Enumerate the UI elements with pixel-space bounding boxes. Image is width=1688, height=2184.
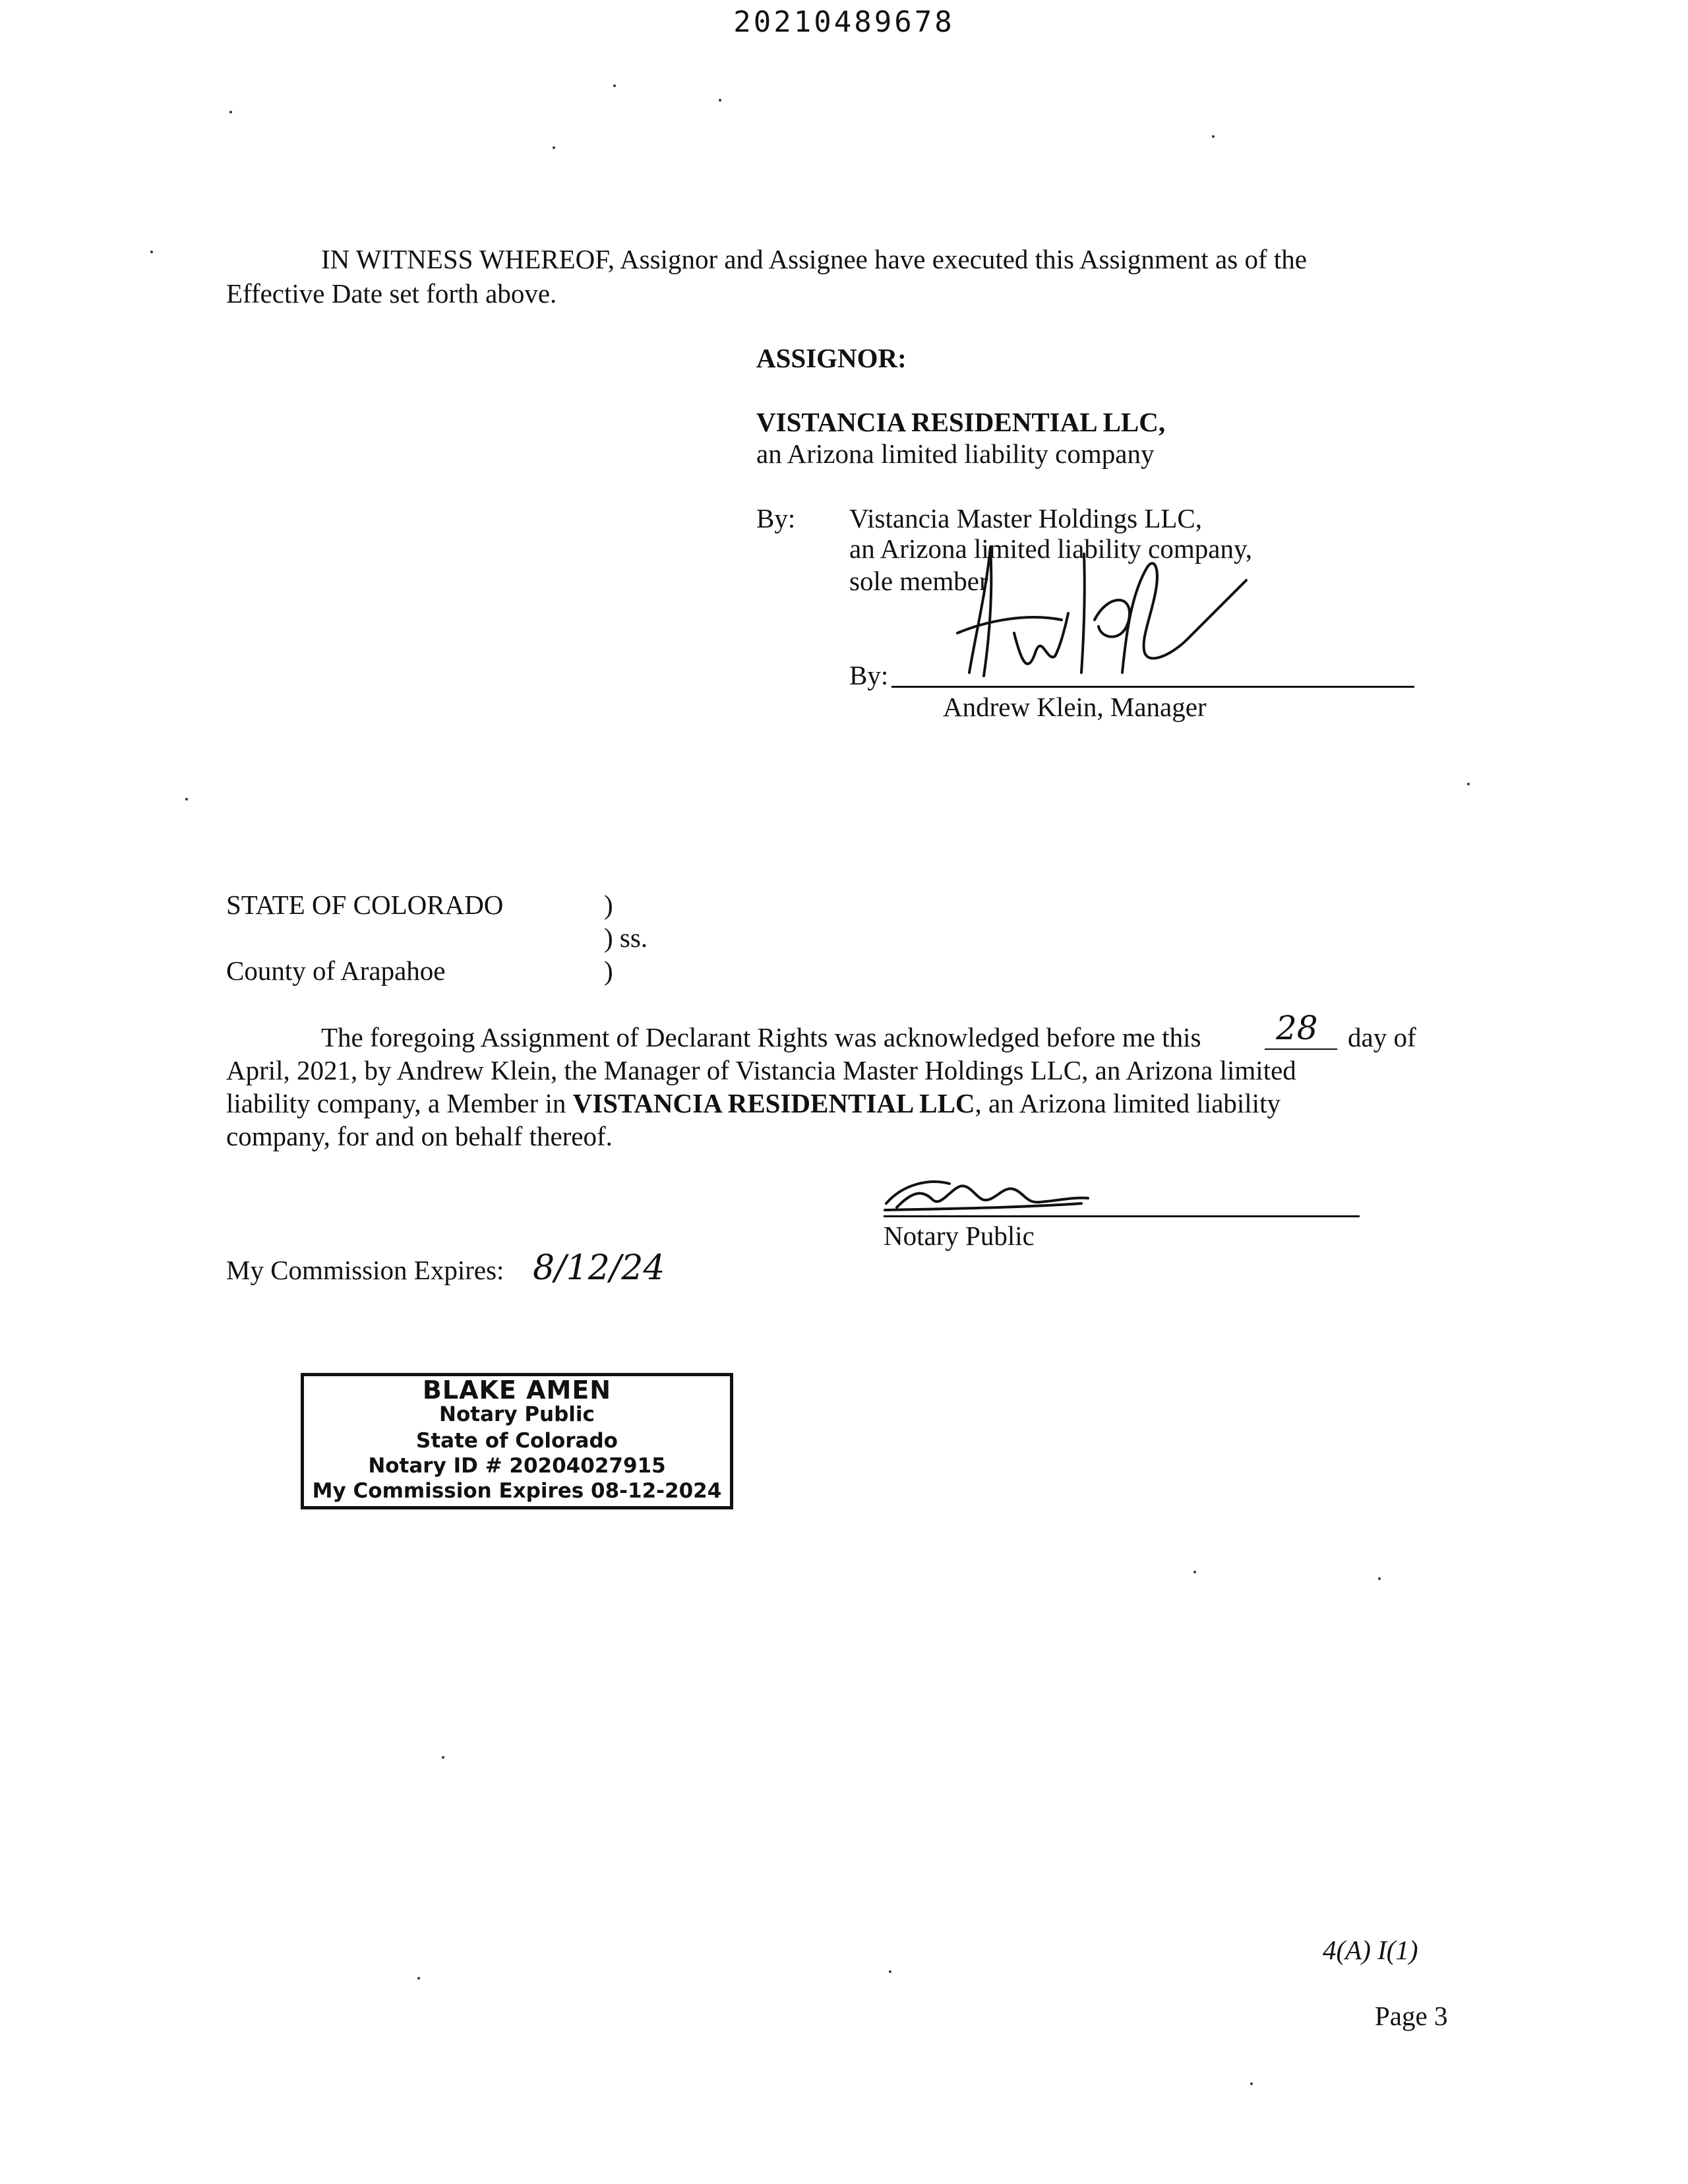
signer-name: Andrew Klein, Manager (943, 692, 1207, 722)
venue-county: County of Arapahoe (226, 956, 446, 986)
assignor-heading: ASSIGNOR: (756, 343, 907, 373)
ack-line-2: April, 2021, by Andrew Klein, the Manager of Vistancia Master Holdings LLC, an Arizona limited (226, 1055, 1296, 1085)
venue-paren-top: ) (604, 890, 613, 920)
member-name: Vistancia Master Holdings LLC, (849, 503, 1203, 533)
seal-state: State of Colorado (416, 1429, 618, 1453)
scan-speck (1378, 1577, 1381, 1580)
commission-label: My Commission Expires: (226, 1255, 504, 1285)
assignor-company-name: VISTANCIA RESIDENTIAL LLC, (756, 407, 1166, 437)
ack-day-handwritten: 28 (1276, 1009, 1318, 1047)
scan-speck (417, 1977, 420, 1980)
andrew-klein-signature (950, 521, 1259, 692)
venue-state: STATE OF COLORADO (226, 890, 504, 920)
ack-line-3 (226, 1090, 1281, 1117)
document-number: 20210489678 (733, 5, 955, 39)
member-role: sole member (849, 566, 988, 596)
ack-line-4: company, for and on behalf thereof. (226, 1121, 613, 1151)
ack-line-3-start: liability company, a Member in (226, 1088, 566, 1118)
venue-ss: ) ss. (604, 923, 648, 953)
witness-line-2: Effective Date set forth above. (226, 278, 557, 309)
scan-speck (719, 99, 721, 102)
scan-speck (1212, 135, 1215, 138)
scan-speck (150, 251, 153, 253)
seal-expires: My Commission Expires 08-12-2024 (312, 1479, 722, 1503)
venue-paren-bottom: ) (604, 956, 613, 986)
page-number: Page 3 (1375, 2001, 1448, 2031)
assignor-company-type: an Arizona limited liability company (756, 439, 1155, 469)
ack-line-3-bold: VISTANCIA RESIDENTIAL LLC (572, 1088, 975, 1118)
notary-signature (877, 1170, 1095, 1217)
ack-day-line (1265, 1048, 1337, 1050)
scan-speck (442, 1756, 444, 1759)
scan-speck (185, 798, 188, 801)
assignor-by-label: By: (756, 503, 796, 533)
signature-line (891, 686, 1414, 688)
footer-reference: 4(A) I(1) (1323, 1935, 1418, 1965)
witness-line-1: IN WITNESS WHEREOF, Assignor and Assignee have executed this Assignment as of the (321, 244, 1307, 274)
scan-speck (1193, 1571, 1196, 1573)
scan-speck (553, 146, 555, 149)
scan-speck (229, 111, 232, 113)
notary-signature-line (884, 1215, 1360, 1217)
commission-date-handwritten: 8/12/24 (533, 1248, 665, 1288)
notary-title: Notary Public (884, 1221, 1035, 1251)
scan-speck (889, 1970, 891, 1973)
signature-by-label: By: (849, 660, 889, 690)
ack-line-3-end: , an Arizona limited liability (975, 1088, 1281, 1118)
notary-seal-stamp (301, 1373, 733, 1509)
ack-line-1-end: day of (1348, 1022, 1416, 1052)
seal-name: BLAKE AMEN (422, 1376, 612, 1405)
scan-speck (1467, 783, 1470, 785)
seal-notary-id: Notary ID # 20204027915 (368, 1454, 666, 1478)
scan-speck (1250, 2082, 1253, 2085)
scan-speck (613, 84, 616, 87)
seal-title: Notary Public (439, 1403, 595, 1426)
ack-line-1-start: The foregoing Assignment of Declarant Rights was acknowledged before me this (321, 1022, 1201, 1052)
member-type: an Arizona limited liability company, (849, 533, 1253, 564)
